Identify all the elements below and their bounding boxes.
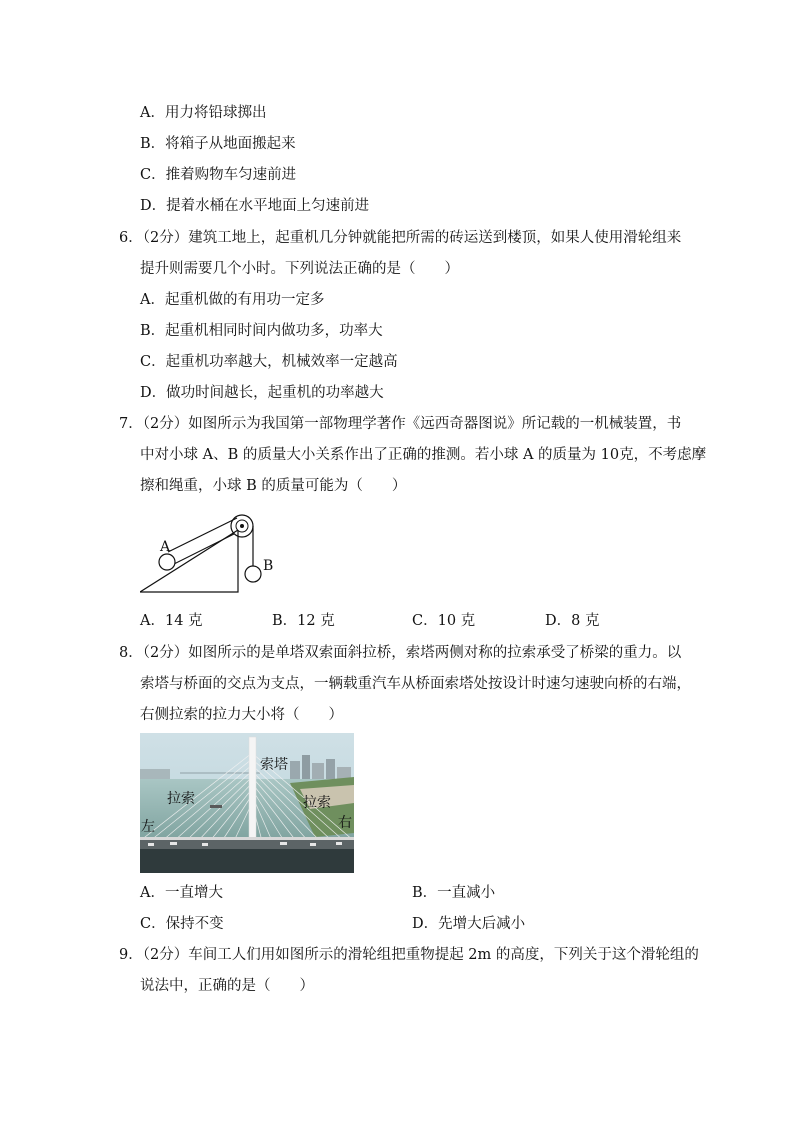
label-ball-b: B [263, 558, 274, 574]
label-ball-a: A [160, 539, 171, 555]
q5-option-b: B．将箱子从地面搬起来 [140, 136, 296, 152]
q5-option-c: C．推着购物车匀速前进 [140, 167, 297, 183]
q6-stem-line2: 提升则需要几个小时。下列说法正确的是（ ） [140, 261, 459, 277]
q7-option-c: C．10 克 [412, 613, 476, 629]
label-cable-right: 拉索 [303, 795, 331, 811]
label-left: 左 [141, 819, 155, 835]
label-right: 右 [338, 815, 352, 831]
q7-pulley-figure [140, 510, 290, 600]
q6-option-a: A．起重机做的有用功一定多 [140, 292, 325, 308]
q7-option-b: B．12 克 [272, 613, 335, 629]
q5-option-a: A．用力将铅球掷出 [140, 105, 267, 121]
q6-option-c: C．起重机功率越大，机械效率一定越高 [140, 354, 398, 370]
q8-option-b: B．一直减小 [412, 885, 496, 901]
q8-option-c: C．保持不变 [140, 916, 224, 932]
q7-option-d: D．8 克 [545, 613, 600, 629]
q6-stem-line1: 6．（2分）建筑工地上，起重机几分钟就能把所需的砖运送到楼顶，如果人使用滑轮组来 [119, 230, 682, 246]
incline-pulley-diagram [140, 510, 290, 600]
q8-option-a: A．一直增大 [140, 885, 223, 901]
q6-option-b: B．起重机相同时间内做功多，功率大 [140, 323, 383, 339]
label-cable-left: 拉索 [167, 791, 195, 807]
q6-option-d: D．做功时间越长，起重机的功率越大 [140, 385, 384, 401]
q8-bridge-photo [140, 733, 354, 873]
q7-stem-line1: 7．（2分）如图所示为我国第一部物理学著作《远西奇器图说》所记载的一机械装置，书 [119, 416, 682, 432]
label-tower: 索塔 [260, 757, 288, 773]
q8-option-d: D．先增大后减小 [412, 916, 526, 932]
q8-stem-line2: 索塔与桥面的交点为支点，一辆载重汽车从桥面索塔处按设计时速匀速驶向桥的右端， [140, 676, 691, 692]
q9-stem-line2: 说法中，正确的是（ ） [140, 978, 314, 994]
q7-stem-line2: 中对小球 A、B 的质量大小关系作出了正确的推测。若小球 A 的质量为 10克，不考虑摩 [140, 447, 707, 463]
q8-stem-line1: 8．（2分）如图所示的是单塔双索面斜拉桥，索塔两侧对称的拉索承受了桥梁的重力。以 [119, 645, 682, 661]
q7-option-a: A．14 克 [140, 613, 203, 629]
q9-stem-line1: 9．（2分）车间工人们用如图所示的滑轮组把重物提起 2m 的高度，下列关于这个滑轮组的 [119, 947, 699, 963]
q5-option-d: D．提着水桶在水平地面上匀速前进 [140, 198, 370, 214]
q8-stem-line3: 右侧拉索的拉力大小将（ ） [140, 707, 343, 723]
q7-stem-line3: 擦和绳重，小球 B 的质量可能为（ ） [140, 478, 407, 494]
